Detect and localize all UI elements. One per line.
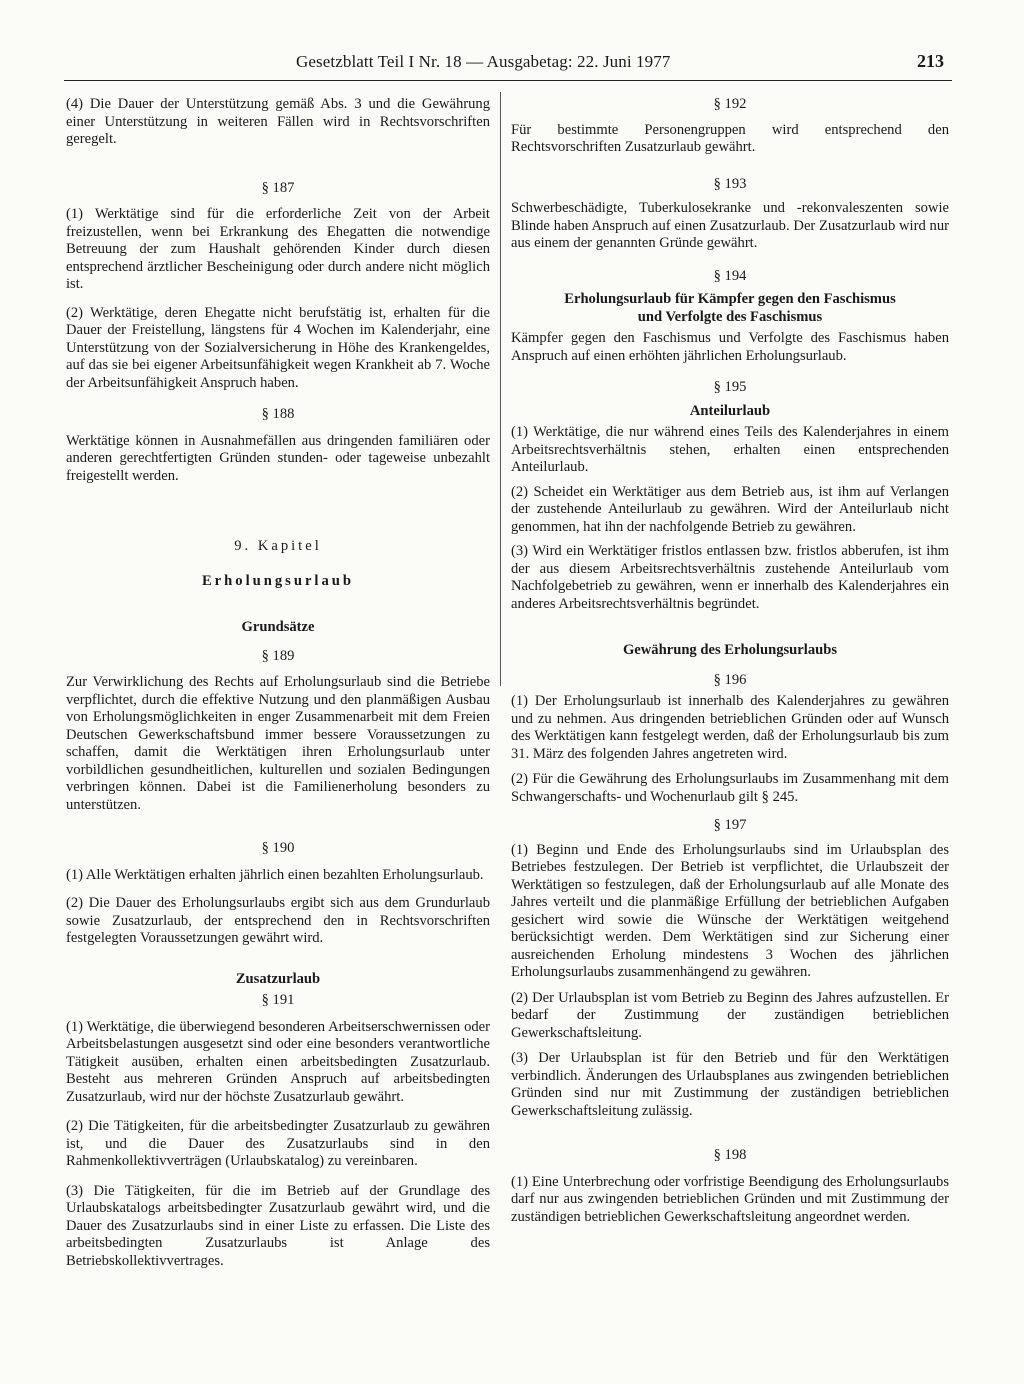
- paragraph: (1) Alle Werktätigen erhalten jährlich einen bezahlten Erholungsurlaub.: [66, 866, 484, 883]
- paragraph: (1) Werktätige, die überwiegend besonderen Arbeitserschwernissen oder Arbeitsbelastungen ausgesetzt sind oder eine besonders verantwortliche Tätigkeit ausüben, erhalten einen arbeitsbedingten Zusatzurlaub. Besteht aus mehreren Gründen Anspruch auf arbeitsbedingten Zusatzurlaub, wird nur der höchste Zusatzurlaub gewährt.: [66, 1018, 490, 1105]
- section-number: § 197: [713, 817, 747, 833]
- section-number: § 194: [713, 267, 747, 284]
- section-number: § 193: [713, 175, 747, 192]
- section-number: § 198: [713, 1147, 747, 1163]
- right-column: [511, 96, 949, 1226]
- paragraph: (3) Wird ein Werktätiger fristlos entlassen bzw. fristlos abberufen, ist ihm der aus diesem Arbeitsrechtsverhältnis zustehende Anteilurlaub vom Nachfolgebetrieb zu gewähren, wenn er innerhalb des Kalenderjahres ein anderes Arbeitsrechtsverhältnis begründet.: [511, 543, 949, 612]
- page-number: 213: [917, 51, 944, 71]
- section-number: § 190: [261, 840, 295, 856]
- chapter-number: 9. Kapitel: [234, 538, 322, 554]
- paragraph: (1) Werktätige sind für die erforderliche Zeit von der Arbeit freizustellen, wenn bei Erkrankung des Ehegatten die notwendige Betreuung der zum Haushalt gehörenden Kinder durch diesen entsprechend ärztlicher Bescheinigung oder durch andere nicht möglich ist.: [66, 206, 490, 292]
- paragraph: Werktätige können in Ausnahmefällen aus dringenden familiären oder anderen gerechtfertigten Gründen stunden- oder tageweise unbezahlt freigestellt werden.: [66, 432, 490, 484]
- section-heading: Zusatzurlaub: [235, 970, 321, 987]
- section-number: § 188: [261, 406, 295, 422]
- header-title: Gesetzblatt Teil I Nr. 18 — Ausgabetag: 22. Juni 1977: [296, 52, 671, 71]
- paragraph: (1) Beginn und Ende des Erholungsurlaubs sind im Urlaubsplan des Betriebes festzulegen. Der Betrieb ist verpflichtet, die Urlaubszeit der Werktätigen so festzulegen, daß der Erholungsurlaub auf alle Monate des Jahres verteilt und die planmäßige Erfüllung der betrieblichen Aufgaben gesichert wird sowie die Wünsche der Werktätigen weitgehend berücksichtigt werden. Dem Werktätigen sind zur Sicherung einer ausreichenden Erholung mindestens 3 Wochen des jährlichen Erholungsurlaubs zusammenhängend zu gewähren.: [511, 841, 949, 980]
- paragraph: (1) Der Erholungsurlaub ist innerhalb des Kalenderjahres zu gewähren und zu nehmen. Aus dringenden betrieblichen Gründen oder auf Wunsch des Werktätigen kann festgelegt werden, daß der Erholungsurlaub bis zum 31. März des folgenden Jahres angetreten wird.: [511, 693, 949, 762]
- section-number: § 191: [261, 992, 295, 1008]
- paragraph: (4) Die Dauer der Unterstützung gemäß Abs. 3 und die Gewährung einer Unterstützung in weiteren Fällen wird in Rechtsvorschriften geregelt.: [66, 96, 490, 147]
- section-number: § 195: [713, 379, 747, 395]
- paragraph: (2) Die Dauer des Erholungsurlaubs ergibt sich aus dem Grundurlaub sowie Zusatzurlaub, der entsprechend den in Rechtsvorschriften festgelegten Voraussetzungen gewährt wird.: [66, 895, 490, 946]
- paragraph: Schwerbeschädigte, Tuberkulosekranke und -rekonvaleszenten sowie Blinde haben Anspruch auf einen Zusatzurlaub. Der Zusatzurlaub wird nur aus einem der genannten Gründe gewährt.: [511, 200, 949, 251]
- paragraph: (3) Der Urlaubsplan ist für den Betrieb und für den Werktätigen verbindlich. Änderungen des Urlaubsplanes aus zwingenden betrieblichen Gründen sind nur mit Zustimmung der zuständigen betrieblichen Gewerkschaftsleitung zulässig.: [511, 1050, 949, 1119]
- paragraph: (1) Werktätige, die nur während eines Teils des Kalenderjahres in einem Arbeitsrechtsverhältnis stehen, erhalten einen entsprechenden Anteilurlaub.: [511, 424, 949, 475]
- section-heading: Grundsätze: [241, 619, 315, 635]
- paragraph: (2) Der Urlaubsplan ist vom Betrieb zu Beginn des Jahres aufzustellen. Er bedarf der Zustimmung der zuständigen betrieblichen Gewerkschaftsleitung.: [511, 989, 949, 1041]
- paragraph: (1) Eine Unterbrechung oder vorfristige Beendigung des Erholungsurlaubs darf nur aus zwingenden betrieblichen Gründen und mit Zustimmung der zuständigen betrieblichen Gewerkschaftsleitung angeordnet werden.: [511, 1173, 949, 1225]
- paragraph: (2) Für die Gewährung des Erholungsurlaubs im Zusammenhang mit dem Schwangerschafts- und Wochenurlaub gilt § 245.: [511, 771, 949, 805]
- paragraph: Kämpfer gegen den Faschismus und Verfolgte des Faschismus haben Anspruch auf einen erhöhten jährlichen Erholungsurlaub.: [511, 330, 949, 364]
- section-heading: und Verfolgte des Faschismus: [637, 308, 823, 325]
- section-number: § 187: [261, 179, 295, 196]
- section-number: § 189: [261, 647, 295, 664]
- section-number: § 192: [713, 96, 747, 112]
- left-column: [66, 96, 490, 1270]
- chapter-title: Erholungsurlaub: [201, 572, 355, 589]
- section-heading: Gewährung des Erholungsurlaubs: [622, 642, 838, 658]
- page-header: [64, 50, 952, 81]
- paragraph: (2) Werktätige, deren Ehegatte nicht berufstätig ist, erhalten für die Dauer der Freistellung, längstens für 4 Wochen im Kalenderjahr, eine Unterstützung von der Sozialversicherung in Höhe des Krankengeldes, auf das sie bei eigener Arbeitsunfähigkeit wegen Krankheit ab 7. Woche der Arbeitsunfähigkeit Anspruch haben.: [66, 304, 490, 391]
- column-divider: [500, 92, 501, 686]
- paragraph: Zur Verwirklichung des Rechts auf Erholungsurlaub sind die Betriebe verpflichtet, durch die effektive Nutzung und den planmäßigen Ausbau von Erholungsmöglichkeiten in enger Zusammenarbeit mit dem Freien Deutschen Gewerkschaftsbund immer bessere Voraussetzungen zu schaffen, damit die Werktätigen ihren Erholungsurlaub unter vorbildlichen gesundheitlichen, kulturellen und sozialen Bedingungen verbringen können. Dabei ist die Familienerholung besonders zu unterstützen.: [66, 674, 490, 813]
- paragraph: Für bestimmte Personengruppen wird entsprechend den Rechtsvorschriften Zusatzurlaub gewährt.: [511, 121, 949, 155]
- paragraph: (3) Die Tätigkeiten, für die im Betrieb auf der Grundlage des Urlaubskatalogs arbeitsbedingter Zusatzurlaub gewährt wird, und die Dauer des Zusatzurlaubs sind in einer Liste zu erfassen. Die Liste des arbeitsbedingten Zusatzurlaubs ist Anlage des Betriebskollektivvertrages.: [66, 1182, 490, 1269]
- paragraph: (2) Die Tätigkeiten, für die arbeitsbedingter Zusatzurlaub zu gewähren ist, und die Dauer des Zusatzurlaubs sind in den Rahmenkollektivverträgen (Urlaubskatalog) zu vereinbaren.: [66, 1118, 490, 1169]
- paragraph: (2) Scheidet ein Werktätiger aus dem Betrieb aus, ist ihm auf Verlangen der zustehende Anteilurlaub zu gewähren. Wird der Anteilurlaub nicht genommen, hat ihn der nachfolgende Betrieb zu gewähren.: [511, 483, 949, 535]
- section-heading: Erholungsurlaub für Kämpfer gegen den Faschismus: [564, 291, 896, 307]
- section-heading: Anteilurlaub: [689, 402, 771, 419]
- section-number: § 196: [713, 671, 747, 688]
